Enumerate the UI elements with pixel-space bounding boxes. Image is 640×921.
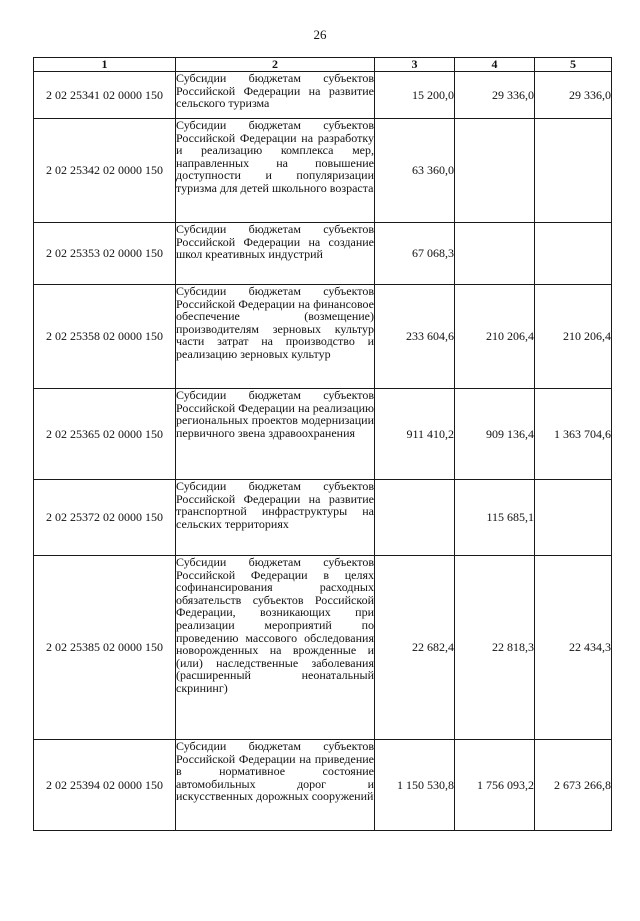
value-col5 xyxy=(535,119,612,223)
table-row xyxy=(34,72,612,119)
column-header-1: 1 xyxy=(34,58,176,72)
value-col4: 909 136,4 xyxy=(455,389,535,480)
budget-code: 2 02 25358 02 0000 150 xyxy=(34,285,176,389)
header-row xyxy=(34,58,612,72)
description: Субсидии бюджетам субъектов Российской Федерации на финансовое обеспечение (возмещение) производителям зерновых культур части затрат на производство и реализацию зерновых культур xyxy=(176,285,375,389)
table-row xyxy=(34,119,612,223)
description: Субсидии бюджетам субъектов Российской Федерации на приведение в нормативное состояние автомобильных дорог и искусственных дорожных сооружений xyxy=(176,740,375,831)
value-col5: 22 434,3 xyxy=(535,556,612,740)
description: Субсидии бюджетам субъектов Российской Федерации на развитие транспортной инфраструктуры на сельских территориях xyxy=(176,480,375,556)
table-row xyxy=(34,480,612,556)
budget-code: 2 02 25353 02 0000 150 xyxy=(34,223,176,285)
column-header-4: 4 xyxy=(455,58,535,72)
value-col4 xyxy=(455,223,535,285)
table-row xyxy=(34,740,612,831)
budget-code: 2 02 25341 02 0000 150 xyxy=(34,72,176,119)
description: Субсидии бюджетам субъектов Российской Федерации на разработку и реализацию комплекса мер, направленных на повышение доступности и популяризации туризма для детей школьного возраста xyxy=(176,119,375,223)
description: Субсидии бюджетам субъектов Российской Федерации в целях софинансирования расходных обязательств субъектов Российской Федерации, возникающих при реализации мероприятий по проведению массового обследования новорожденных на врожденные и (или) наследственные заболевания (расширенный неонатальный скрининг) xyxy=(176,556,375,740)
value-col3: 67 068,3 xyxy=(375,223,455,285)
column-header-3: 3 xyxy=(375,58,455,72)
value-col3: 15 200,0 xyxy=(375,72,455,119)
budget-code: 2 02 25365 02 0000 150 xyxy=(34,389,176,480)
description: Субсидии бюджетам субъектов Российской Федерации на реализацию региональных проектов модернизации первичного звена здравоохранения xyxy=(176,389,375,480)
value-col3: 233 604,6 xyxy=(375,285,455,389)
value-col4: 1 756 093,2 xyxy=(455,740,535,831)
value-col5: 210 206,4 xyxy=(535,285,612,389)
value-col4: 210 206,4 xyxy=(455,285,535,389)
column-header-5: 5 xyxy=(535,58,612,72)
value-col5 xyxy=(535,223,612,285)
description: Субсидии бюджетам субъектов Российской Федерации на развитие сельского туризма xyxy=(176,72,375,119)
value-col3: 1 150 530,8 xyxy=(375,740,455,831)
value-col5: 1 363 704,6 xyxy=(535,389,612,480)
table-row xyxy=(34,389,612,480)
budget-table xyxy=(33,57,612,831)
budget-code: 2 02 25385 02 0000 150 xyxy=(34,556,176,740)
budget-code: 2 02 25342 02 0000 150 xyxy=(34,119,176,223)
table-row xyxy=(34,285,612,389)
column-header-2: 2 xyxy=(176,58,375,72)
value-col3: 911 410,2 xyxy=(375,389,455,480)
table-row xyxy=(34,556,612,740)
value-col4: 29 336,0 xyxy=(455,72,535,119)
page-number: 26 xyxy=(313,27,327,42)
table-row xyxy=(34,223,612,285)
budget-code: 2 02 25372 02 0000 150 xyxy=(34,480,176,556)
value-col4: 115 685,1 xyxy=(455,480,535,556)
value-col5: 29 336,0 xyxy=(535,72,612,119)
value-col3: 22 682,4 xyxy=(375,556,455,740)
value-col4 xyxy=(455,119,535,223)
value-col3: 63 360,0 xyxy=(375,119,455,223)
budget-code: 2 02 25394 02 0000 150 xyxy=(34,740,176,831)
value-col5: 2 673 266,8 xyxy=(535,740,612,831)
description: Субсидии бюджетам субъектов Российской Федерации на создание школ креативных индустрий xyxy=(176,223,375,285)
value-col3 xyxy=(375,480,455,556)
value-col5 xyxy=(535,480,612,556)
value-col4: 22 818,3 xyxy=(455,556,535,740)
